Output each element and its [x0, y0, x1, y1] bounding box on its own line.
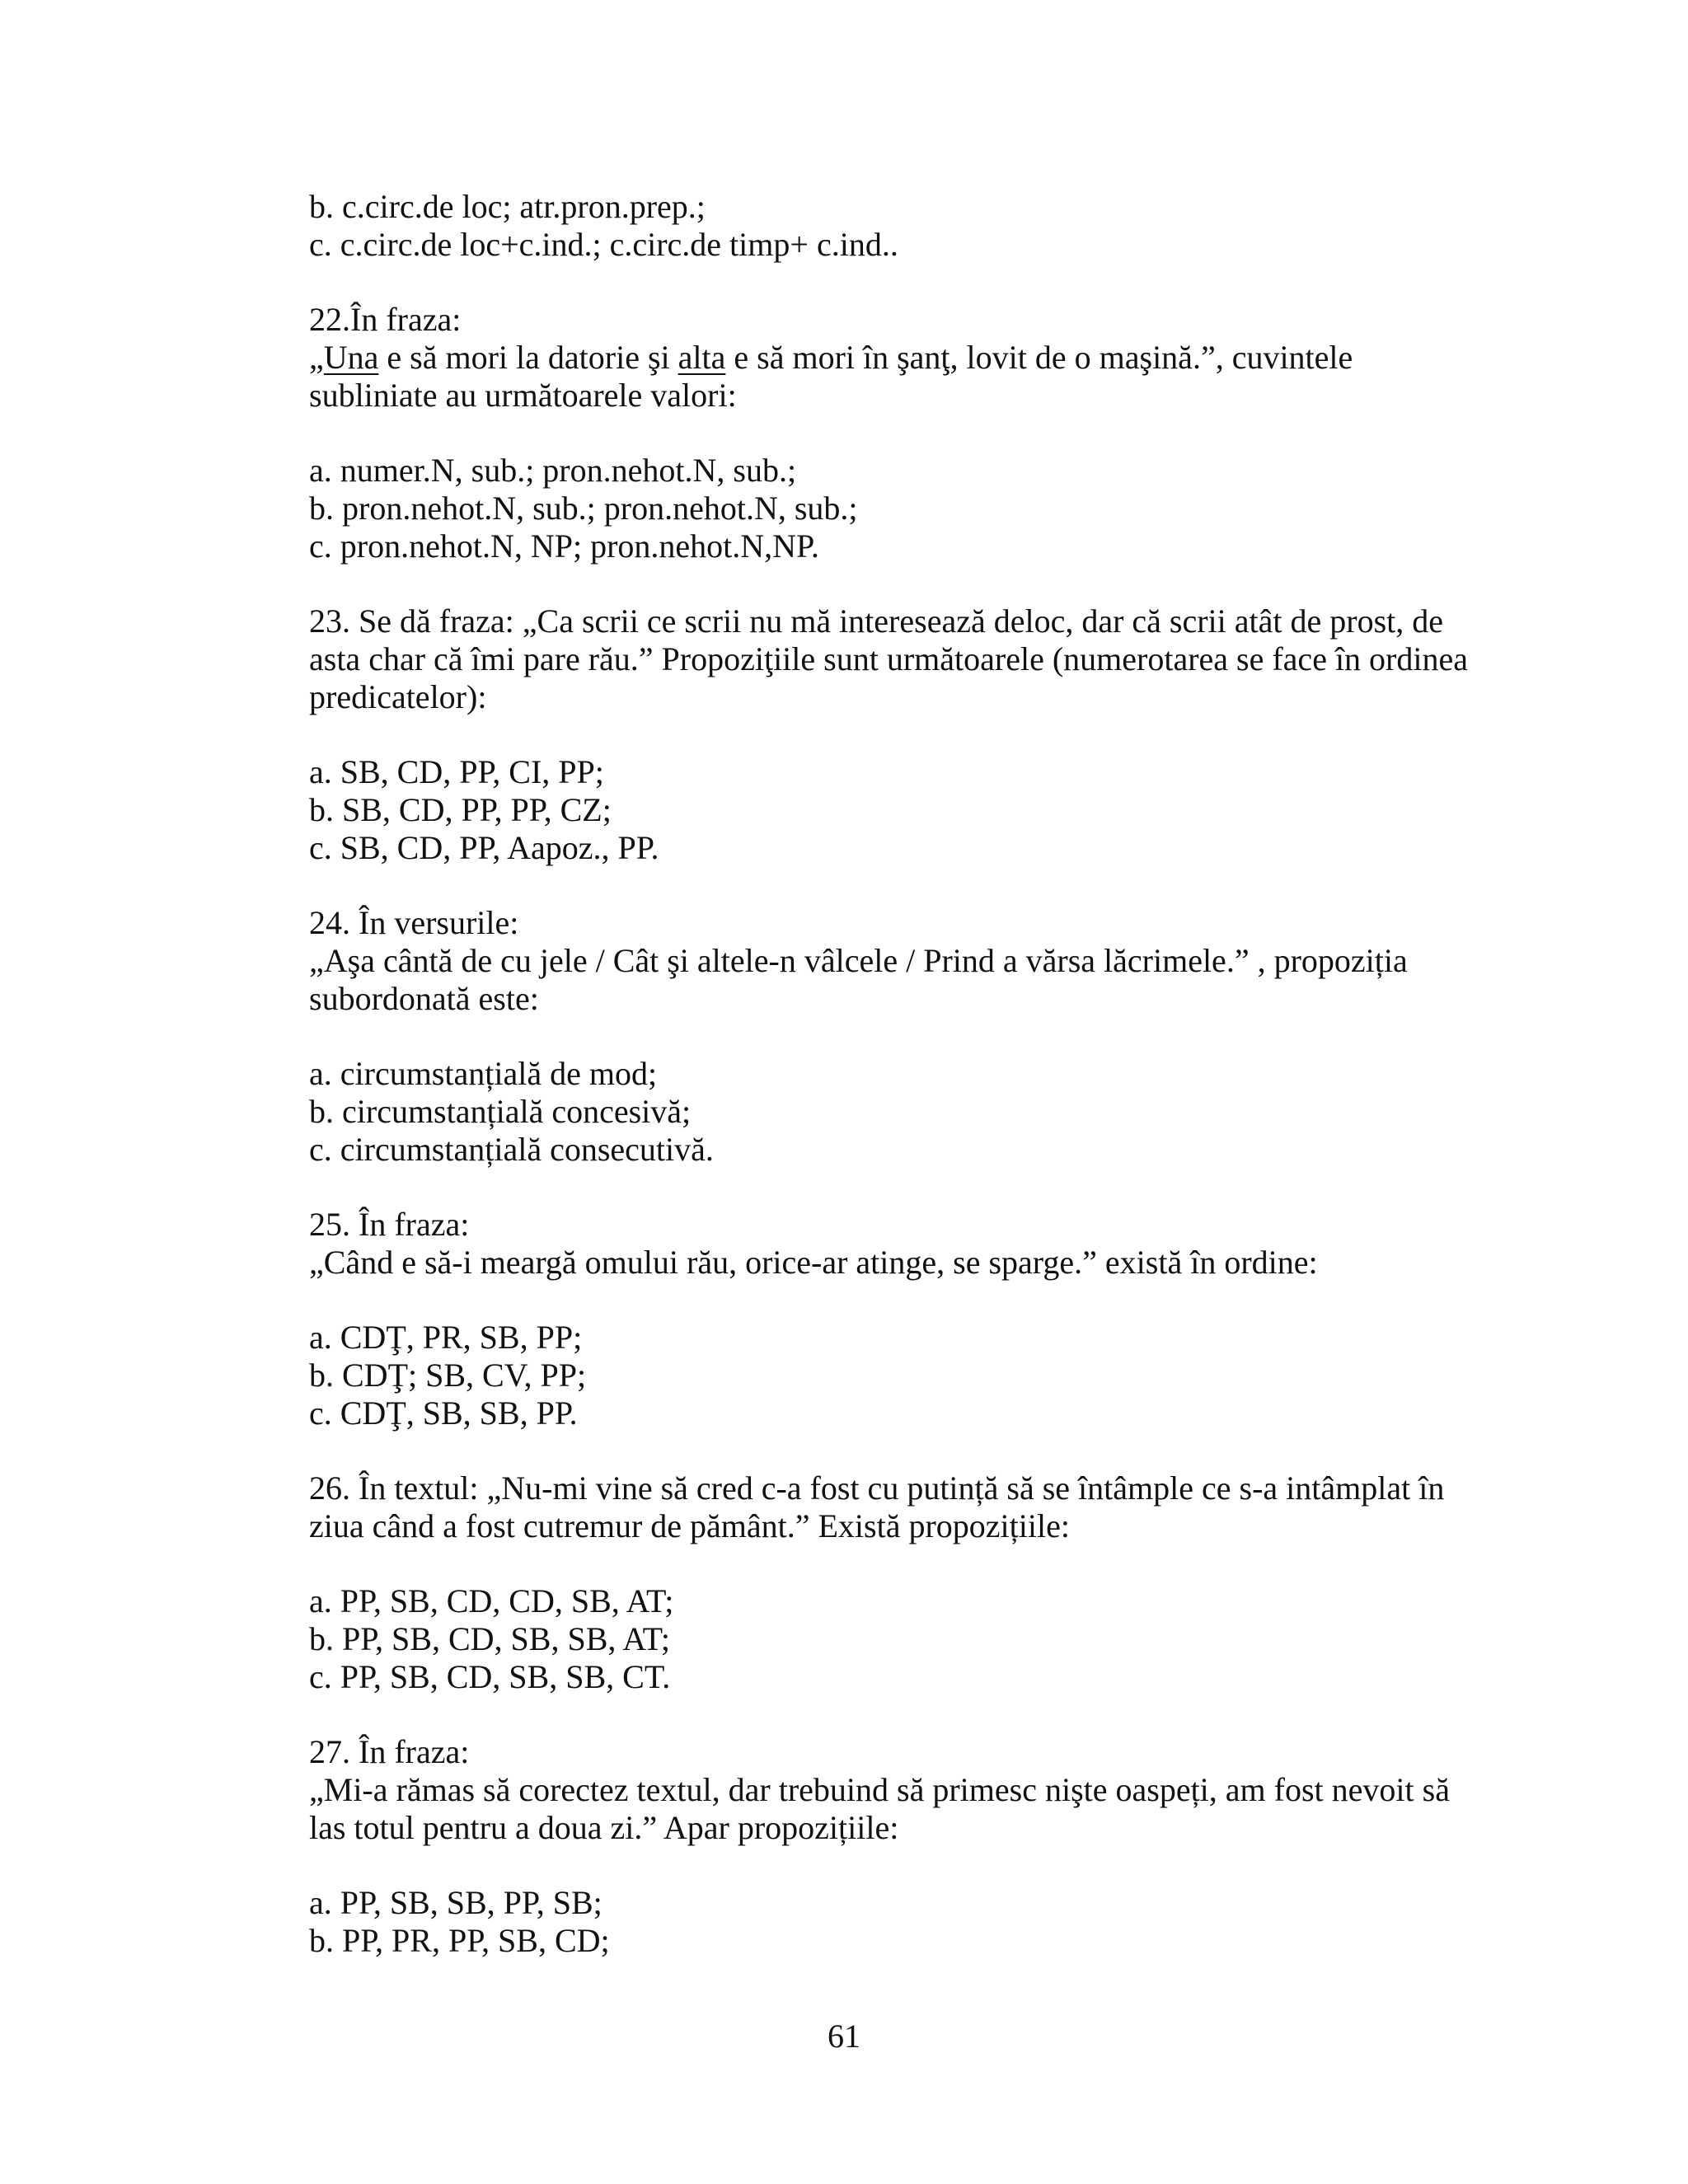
q21-option-c: c. c.circ.de loc+c.ind.; c.circ.de timp+ c.ind.. — [309, 226, 898, 263]
q22-underlined-word-2: alta — [678, 339, 726, 376]
q26-option-c: c. PP, SB, CD, SB, SB, CT. — [309, 1658, 671, 1695]
q26-option-a: a. PP, SB, CD, CD, SB, AT; — [309, 1582, 674, 1619]
page-body — [309, 188, 1479, 1960]
q24-heading: 24. În versurile: — [309, 904, 519, 941]
q24-line2: subordonată este: — [309, 980, 539, 1017]
q27-option-b: b. PP, PR, PP, SB, CD; — [309, 1922, 610, 1959]
q24-option-b: b. circumstanțială concesivă; — [309, 1093, 692, 1130]
q22-option-c: c. pron.nehot.N, NP; pron.nehot.N,NP. — [309, 527, 819, 565]
q24-option-c: c. circumstanțială consecutivă. — [309, 1131, 714, 1168]
q22-quote-text: e să mori în şanţ, lovit de o maşină.”, cuvintele — [725, 339, 1353, 376]
q22-heading: 22.În fraza: — [309, 301, 462, 338]
q23-line2: asta char că îmi pare rău.” Propoziţiile sunt următoarele (numerotarea se face în ordinea — [309, 640, 1468, 677]
q23-option-b: b. SB, CD, PP, PP, CZ; — [309, 791, 612, 828]
q24-option-a: a. circumstanțială de mod; — [309, 1055, 658, 1092]
q22-option-b: b. pron.nehot.N, sub.; pron.nehot.N, sub.; — [309, 490, 858, 527]
q22-quote-text: e să mori la datorie şi — [378, 339, 678, 376]
q27-heading: 27. În fraza: — [309, 1733, 470, 1770]
q22-quote-line2: subliniate au următoarele valori: — [309, 377, 737, 414]
q22-option-a: a. numer.N, sub.; pron.nehot.N, sub.; — [309, 452, 797, 489]
q24-line1: „Aşa cântă de cu jele / Cât şi altele-n vâlcele / Prind a vărsa lăcrimele.” , propoziția — [309, 942, 1408, 979]
q22-quote-line1 — [309, 339, 1479, 377]
q26-option-b: b. PP, SB, CD, SB, SB, AT; — [309, 1620, 670, 1657]
q22-quote-text: „ — [309, 339, 324, 376]
q25-option-b: b. CDŢ; SB, CV, PP; — [309, 1357, 587, 1394]
q23-option-a: a. SB, CD, PP, CI, PP; — [309, 753, 604, 790]
q22-underlined-word-1: Una — [323, 339, 379, 376]
q27-line1: „Mi-a rămas să corectez textul, dar trebuind să primesc nişte oaspeți, am fost nevoit să — [309, 1771, 1450, 1808]
q25-option-c: c. CDŢ, SB, SB, PP. — [309, 1394, 578, 1432]
q23-line1: 23. Se dă fraza: „Ca scrii ce scrii nu mă interesează deloc, dar că scrii atât de prost, de — [309, 602, 1444, 640]
q23-line3: predicatelor): — [309, 678, 487, 715]
q25-option-a: a. CDŢ, PR, SB, PP; — [309, 1319, 583, 1356]
q27-option-a: a. PP, SB, SB, PP, SB; — [309, 1884, 603, 1921]
q21-option-b: b. c.circ.de loc; atr.pron.prep.; — [309, 188, 706, 225]
q23-option-c: c. SB, CD, PP, Aapoz., PP. — [309, 829, 659, 866]
q27-line2: las totul pentru a doua zi.” Apar propozițiile: — [309, 1809, 899, 1846]
q26-line2: ziua când a fost cutremur de pământ.” Există propozițiile: — [309, 1507, 1070, 1544]
q25-line1: „Când e să-i meargă omului rău, orice-ar atinge, se sparge.” există în ordine: — [309, 1244, 1318, 1281]
page-number: 61 — [828, 2018, 860, 2055]
q25-heading: 25. În fraza: — [309, 1206, 470, 1243]
q26-line1: 26. În textul: „Nu-mi vine să cred c-a fost cu putință să se întâmple ce s-a intâmplat în — [309, 1469, 1445, 1507]
